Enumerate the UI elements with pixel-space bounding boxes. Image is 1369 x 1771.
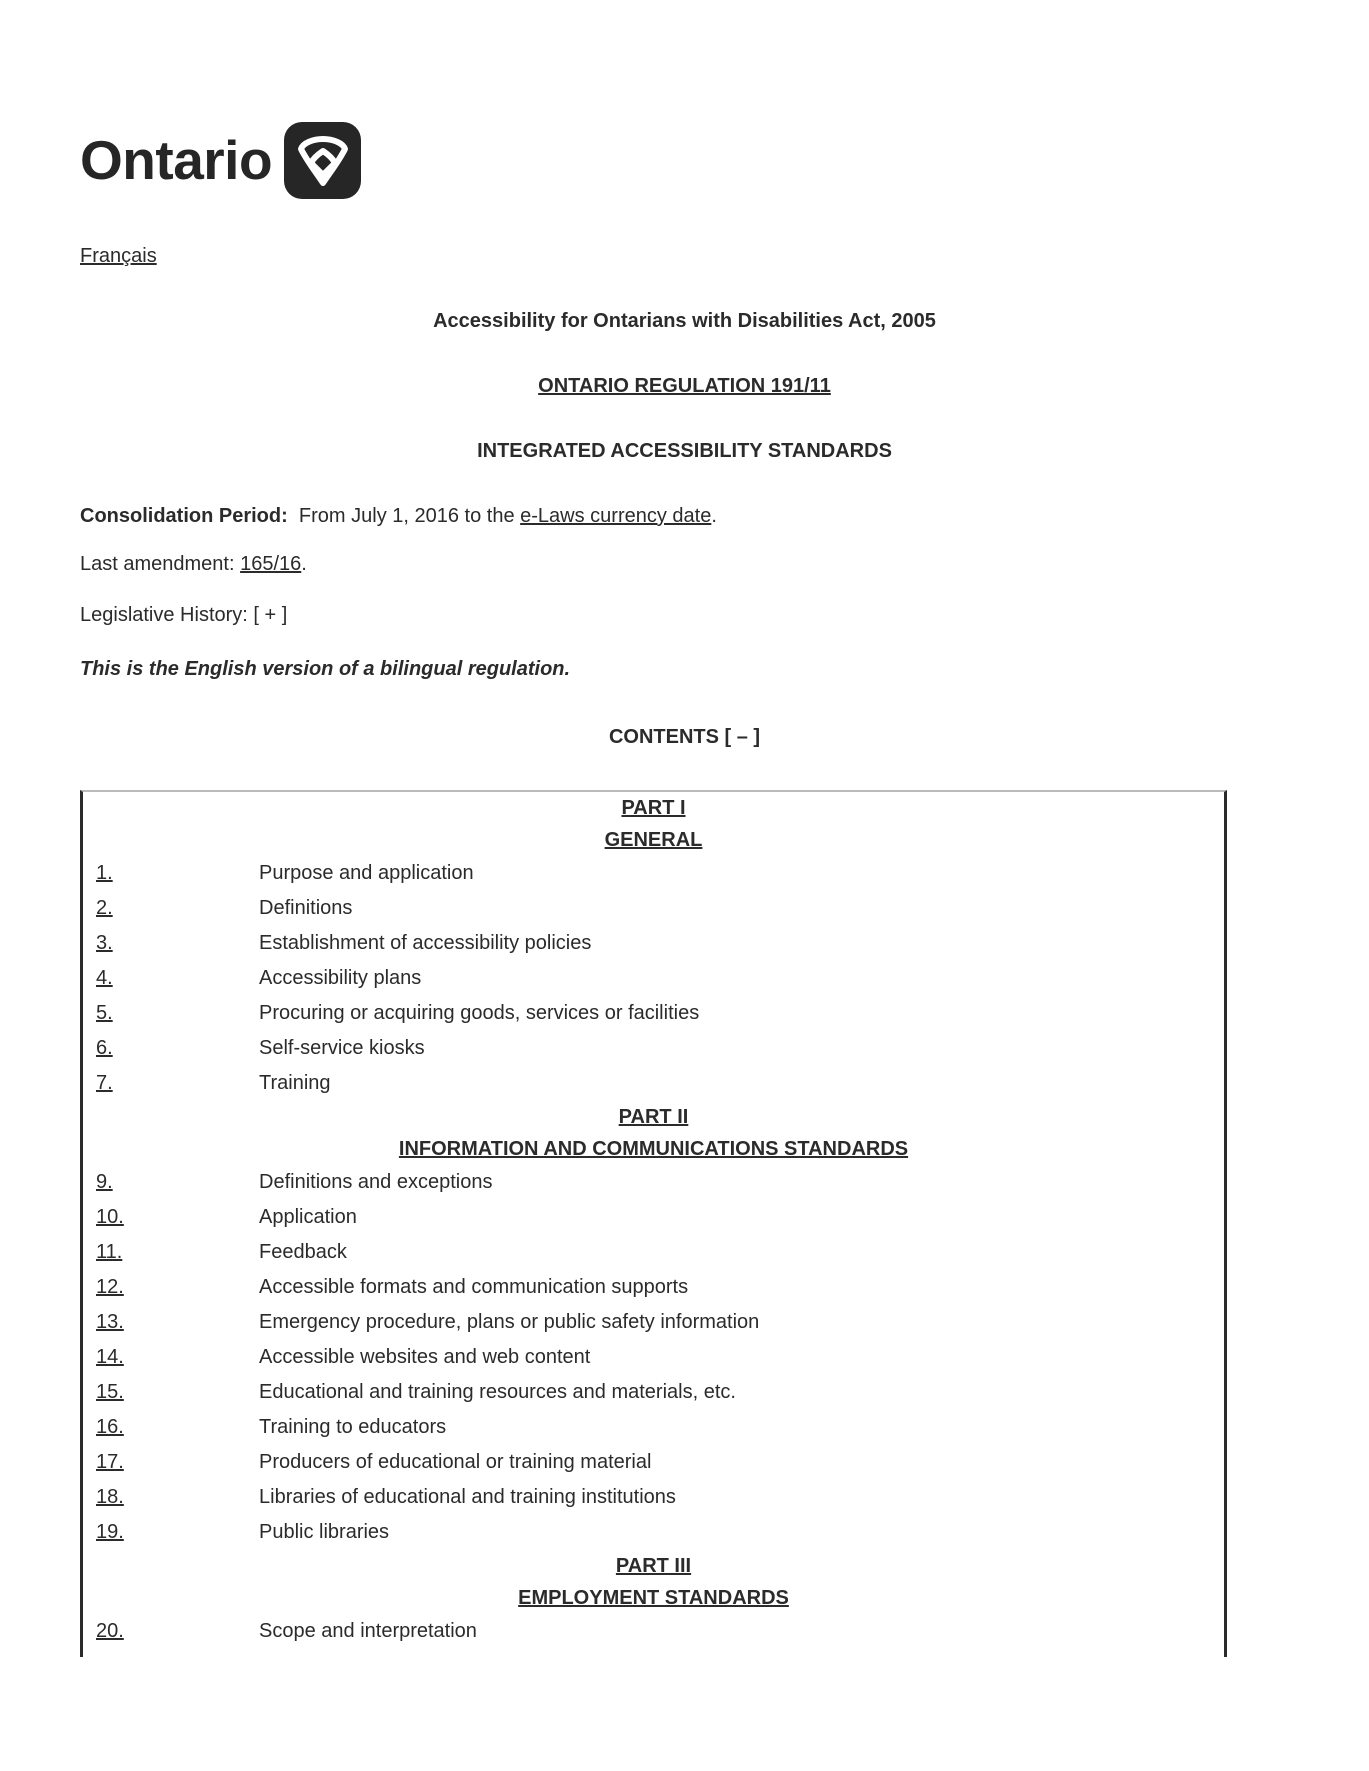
toc-part-heading[interactable]: PART III — [615, 1555, 692, 1577]
toc-section-title: Procuring or acquiring goods, services or facilities — [259, 1002, 700, 1024]
toc-section-link[interactable]: 10. — [96, 1206, 124, 1228]
toc-section-title: Public libraries — [259, 1521, 390, 1543]
table-of-contents — [80, 790, 1227, 1657]
toc-section-link[interactable]: 12. — [96, 1276, 124, 1298]
toc-section-link[interactable]: 16. — [96, 1416, 124, 1438]
logo-wordmark: Ontario — [80, 129, 273, 191]
toc-section-title: Training — [259, 1072, 331, 1094]
contents-heading — [0, 726, 1369, 749]
consolidation-period-end: . — [711, 505, 717, 527]
toc-row — [83, 926, 1224, 961]
toc-section-title: Accessibility plans — [259, 967, 422, 989]
last-amendment-period: . — [301, 553, 307, 575]
toc-part-name[interactable]: INFORMATION AND COMMUNICATIONS STANDARDS — [398, 1138, 909, 1160]
toc-section-link[interactable]: 13. — [96, 1311, 124, 1333]
toc-section-link[interactable]: 7. — [96, 1072, 113, 1094]
toc-row — [83, 961, 1224, 996]
bilingual-note: This is the English version of a bilingual regulation. — [80, 658, 571, 680]
toc-section-link[interactable]: 6. — [96, 1037, 113, 1059]
toc-section-title: Accessible websites and web content — [259, 1346, 591, 1368]
toc-section-title: Feedback — [259, 1241, 347, 1263]
toc-section-link[interactable]: 18. — [96, 1486, 124, 1508]
toc-section-link[interactable]: 11. — [96, 1241, 123, 1263]
toc-section-title: Scope and interpretation — [259, 1620, 477, 1642]
toc-row — [83, 891, 1224, 926]
toc-section-title: Purpose and application — [259, 862, 474, 884]
toc-section-link[interactable]: 4. — [96, 967, 113, 989]
toc-row — [83, 1340, 1224, 1375]
toc-section-title: Application — [259, 1206, 357, 1228]
toc-row — [83, 1270, 1224, 1305]
regulation-title[interactable] — [0, 375, 1369, 398]
toc-section-title: Accessible formats and communication supports — [259, 1276, 689, 1298]
toc-section-link[interactable]: 17. — [96, 1451, 124, 1473]
toc-part-heading[interactable]: PART I — [621, 797, 686, 819]
toc-row — [83, 1480, 1224, 1515]
toc-section-title: Training to educators — [259, 1416, 447, 1438]
toc-row — [83, 1305, 1224, 1340]
toc-section-link[interactable]: 14. — [96, 1346, 124, 1368]
last-amendment-label: Last amendment: — [80, 553, 235, 575]
toc-row — [83, 996, 1224, 1031]
regulation-title-link[interactable]: ONTARIO REGULATION 191/11 — [538, 375, 831, 397]
francais-link[interactable]: Français — [80, 245, 157, 267]
toc-section-title: Self-service kiosks — [259, 1037, 425, 1059]
toc-part-name[interactable]: GENERAL — [604, 829, 703, 851]
contents-toggle[interactable]: [ – ] — [724, 726, 761, 748]
toc-section-link[interactable]: 9. — [96, 1171, 113, 1193]
toc-section-link[interactable]: 15. — [96, 1381, 124, 1403]
act-title: Accessibility for Ontarians with Disabilities Act, 2005 — [433, 310, 936, 332]
toc-row — [83, 1614, 1224, 1649]
last-amendment — [80, 553, 307, 576]
toc-row — [83, 856, 1224, 891]
toc-section-title: Definitions and exceptions — [259, 1171, 493, 1193]
toc-section-title: Establishment of accessibility policies — [259, 932, 592, 954]
legislative-history-label: Legislative History: — [80, 604, 248, 626]
toc-row — [83, 1375, 1224, 1410]
last-amendment-link[interactable]: 165/16 — [240, 553, 302, 575]
toc-section-link[interactable]: 5. — [96, 1002, 113, 1024]
toc-row — [83, 1066, 1224, 1101]
consolidation-label: Consolidation Period: — [80, 505, 288, 527]
toc-section-title: Producers of educational or training material — [259, 1451, 652, 1473]
toc-row — [83, 1165, 1224, 1200]
ontario-logo[interactable] — [80, 122, 361, 199]
contents-label: CONTENTS — [608, 726, 719, 748]
toc-section-link[interactable]: 2. — [96, 897, 113, 919]
legislative-history — [80, 604, 287, 627]
toc-row — [83, 1031, 1224, 1066]
toc-row — [83, 1410, 1224, 1445]
trillium-logo-icon — [284, 122, 361, 199]
toc-section-title: Educational and training resources and materials, etc. — [259, 1381, 736, 1403]
toc-row — [83, 1445, 1224, 1480]
standards-title: INTEGRATED ACCESSIBILITY STANDARDS — [477, 440, 892, 462]
toc-part-name[interactable]: EMPLOYMENT STANDARDS — [518, 1587, 789, 1609]
toc-section-link[interactable]: 20. — [96, 1620, 124, 1642]
toc-section-title: Definitions — [259, 897, 353, 919]
consolidation-text: From July 1, 2016 to the — [298, 505, 515, 527]
toc-section-link[interactable]: 3. — [96, 932, 113, 954]
toc-section-link[interactable]: 1. — [96, 862, 113, 884]
toc-row — [83, 1200, 1224, 1235]
legislative-history-toggle[interactable]: [ + ] — [253, 604, 288, 626]
toc-section-title: Emergency procedure, plans or public safety information — [259, 1311, 760, 1333]
toc-part-heading[interactable]: PART II — [618, 1106, 689, 1128]
toc-section-link[interactable]: 19. — [96, 1521, 124, 1543]
currency-date-link[interactable]: e-Laws currency date — [520, 505, 712, 527]
consolidation-period — [80, 505, 717, 528]
toc-row — [83, 1235, 1224, 1270]
toc-row — [83, 1515, 1224, 1550]
toc-section-title: Libraries of educational and training institutions — [259, 1486, 676, 1508]
